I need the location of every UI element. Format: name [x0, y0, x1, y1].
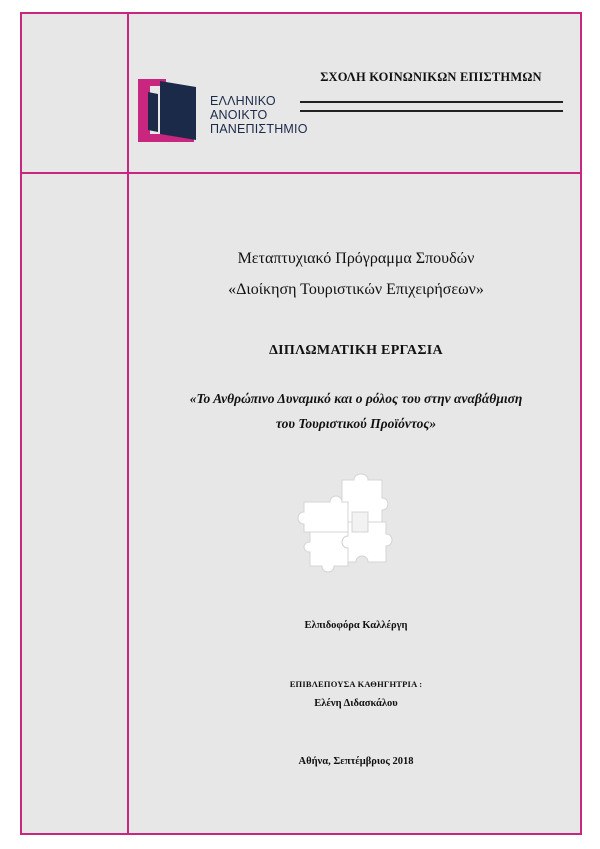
program-line-2: «Διοίκηση Τουριστικών Επιχειρήσεων»: [228, 281, 484, 298]
logo-line-2: ΑΝΟΙΚΤΟ: [210, 108, 268, 122]
thesis-title: [134, 386, 578, 436]
thesis-title-line-1: «Το Ανθρώπινο Δυναμικό και ο ρόλος του στην αναβάθμιση: [189, 391, 523, 406]
frame-right: [580, 12, 582, 835]
frame-top: [20, 12, 582, 14]
frame-header-divider: [20, 172, 582, 174]
thesis-title-line-2: του Τουριστικού Προϊόντος»: [275, 416, 437, 431]
logo-line-1: ΕΛΛΗΝΙΚΟ: [210, 94, 276, 108]
supervisor-label: ΕΠΙΒΛΕΠΟΥΣΑ ΚΑΘΗΓΗΤΡΙΑ :: [289, 679, 423, 689]
frame-inner-vertical: [127, 12, 129, 835]
puzzle-pieces-icon: [290, 472, 400, 580]
thesis-label: ΔΙΠΛΩΜΑΤΙΚΗ ΕΡΓΑΣΙΑ: [269, 343, 443, 358]
program-line-1: Μεταπτυχιακό Πρόγραμμα Σπουδών: [237, 250, 475, 267]
logo-wordmark: [210, 94, 308, 136]
frame-bottom: [20, 833, 582, 835]
logo-line-3: ΠΑΝΕΠΙΣΤΗΜΙΟ: [210, 122, 308, 136]
puzzle-piece-4: [304, 532, 348, 572]
school-name: ΣΧΟΛΗ ΚΟΙΝΩΝΙΚΩΝ ΕΠΙΣΤΗΜΩΝ: [320, 70, 542, 84]
header-rule-2: [300, 110, 563, 112]
puzzle-piece-5: [352, 512, 368, 532]
frame-left: [20, 12, 22, 835]
logo-navy-left-shape: [148, 92, 158, 132]
header-rule-1: [300, 101, 563, 103]
author-name: Ελπιδοφόρα Καλλέργη: [304, 620, 408, 631]
place-date: Αθήνα, Σεπτέμβριος 2018: [298, 756, 414, 767]
logo-navy-shape: [160, 81, 196, 140]
supervisor-name: Ελένη Διδασκάλου: [314, 698, 398, 709]
program-block: [130, 243, 582, 305]
